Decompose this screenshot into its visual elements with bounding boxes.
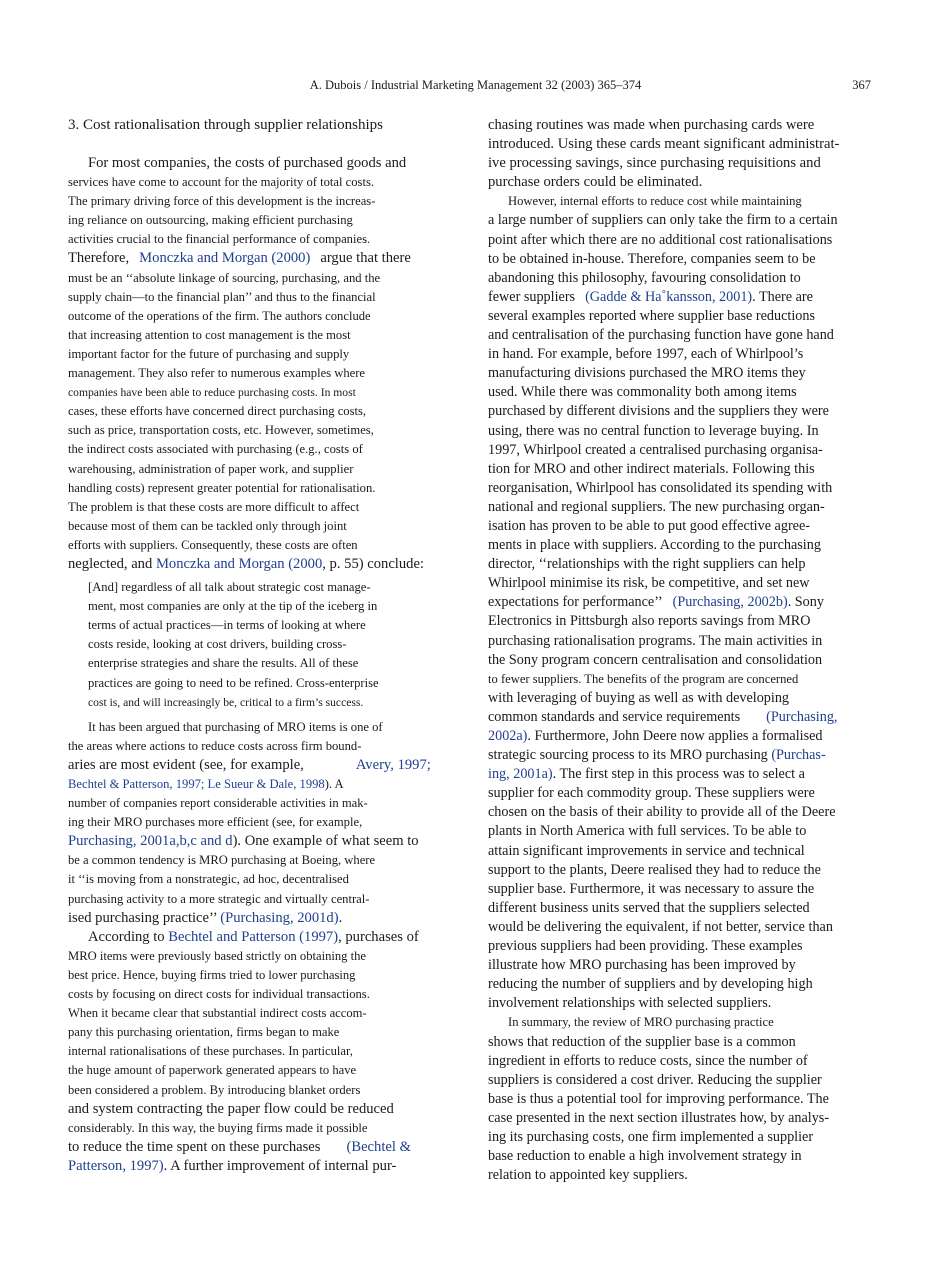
text-line: companies have been able to reduce purchasing costs. In most [68,386,356,400]
citation-link[interactable]: Purchasing, 2001a,b,c and d [68,833,233,850]
text-line: different business units served that the suppliers selected [488,899,810,916]
citation-link[interactable]: Monczka and Morgan (2000) [139,250,311,267]
text-line: ing their MRO purchases more efficient (see, for example, [68,815,363,830]
citation-link[interactable]: (Purchasing, 2002b) [672,594,788,611]
text-line: purchasing activity to a more strategic and virtually central- [68,891,370,906]
right-column [488,116,882,1185]
text-line: such as price, transportation costs, etc. However, sometimes, [68,423,374,438]
text-line: the indirect costs associated with purchasing (e.g., costs of [68,442,363,457]
citation-link[interactable]: Monczka and Morgan (2000 [155,555,323,572]
journal-citation: A. Dubois / Industrial Marketing Management 32 (2003) 365–374 [309,78,642,92]
paragraph-mro-items [68,718,458,928]
page-number: 367 [852,78,871,92]
text-line: ing reliance on outsourcing, making efficient purchasing [68,213,353,228]
text-line: tion for MRO and other indirect materials. Following this [488,460,815,477]
text-line: reorganisation, Whirlpool has consolidated its spending with [488,479,833,496]
citation-link[interactable]: (Gadde & Ha˚kansson, 2001) [585,288,753,305]
citation-link[interactable]: Bechtel and Patterson (1997) [168,928,339,945]
quote-line: costs reside, looking at cost drivers, building cross- [88,637,347,652]
text-line: common standards and service requirements (Purchasing, [488,708,838,725]
text-line: MRO items were previously based strictly on obtaining the [68,948,367,963]
text-line: abandoning this philosophy, favouring consolidation to [488,269,801,286]
text-line: fewer suppliers (Gadde & Ha˚kansson, 2001). There are [488,288,813,305]
text-line: to fewer suppliers. The benefits of the program are concerned [488,671,799,686]
citation-link[interactable]: Bechtel & Patterson, 1997; Le Sueur & Dale, 1998 [68,777,325,791]
text-line: must be an ‘‘absolute linkage of sourcing, purchasing, and the [68,270,381,285]
text-line: According to Bechtel and Patterson (1997), purchases of [88,928,419,945]
text-line: used. While there was commonality both among items [488,384,797,401]
citation-link[interactable]: ing, 2001a) [488,766,553,783]
text-line: with leveraging of buying as well as with developing [488,689,790,706]
text-line: management. They also refer to numerous examples where [68,366,366,381]
text-line: the areas where actions to reduce costs across firm bound- [68,738,362,753]
text-line: would be delivering the equivalent, if not better, service than [488,918,833,935]
text-line: support to the plants, Deere realised they had to reduce the [488,861,821,878]
text-line: several examples reported where supplier base reductions [488,307,815,324]
text-line: It has been argued that purchasing of MRO items is one of [88,719,383,734]
paragraph-purchasing-cards [488,116,882,192]
text-line: shows that reduction of the supplier base is a common [488,1033,796,1050]
text-line: ing, 2001a). The first step in this process was to select a [488,766,805,783]
text-line: chosen on the basis of their ability to provide all of the Deere [488,804,836,821]
text-line: Patterson, 1997). A further improvement of internal pur- [68,1157,397,1174]
text-line: When it became clear that substantial indirect costs accom- [68,1006,367,1021]
text-line: director, ‘‘relationships with the right suppliers can help [488,556,806,573]
text-line: ive processing savings, since purchasing requisitions and [488,155,821,172]
text-line: point after which there are no additional cost rationalisations [488,231,833,248]
text-line: In summary, the review of MRO purchasing practice [508,1015,774,1030]
text-line: it ‘‘is moving from a nonstrategic, ad hoc, decentralised [68,872,349,887]
text-line: purchasing rationalisation programs. The main activities in [488,632,823,649]
text-line: manufacturing divisions purchased the MRO items they [488,365,806,382]
text-line: been considered a problem. By introducing blanket orders [68,1082,361,1097]
paragraph-bechtel [68,928,458,1176]
quote-line: ment, most companies are only at the tip of the iceberg in [88,599,378,614]
quote-line: cost is, and will increasingly be, critical to a firm’s success. [88,695,364,709]
text-line: cases, these efforts have concerned direct purchasing costs, [68,404,367,419]
text-line: However, internal efforts to reduce cost while maintaining [508,194,802,209]
paragraph-cost-management [68,154,458,574]
text-line: important factor for the future of purchasing and supply [68,346,350,361]
quote-line: enterprise strategies and share the results. All of these [88,656,359,671]
text-line: attain significant improvements in service and technical [488,842,805,859]
text-line: The problem is that these costs are more difficult to affect [68,499,360,514]
text-line: to be obtained in-house. Therefore, companies seem to be [488,250,816,267]
text-line: efforts with suppliers. Consequently, these costs are often [68,537,358,552]
citation-link[interactable]: (Purchasing, [766,708,838,725]
text-line: reducing the number of suppliers and by developing high [488,976,813,993]
text-line: introduced. Using these cards meant significant administrat- [488,136,840,153]
text-line: a large number of suppliers can only take the firm to a certain [488,212,838,229]
text-line: strategic sourcing process to its MRO purchasing (Purchas- [488,747,826,764]
text-line: costs by focusing on direct costs for individual transactions. [68,987,370,1002]
text-line: expectations for performance’’ (Purchasing, 2002b). Sony [488,594,824,611]
paragraph-supplier-consolidation [488,192,882,1013]
text-line: be a common tendency is MRO purchasing at Boeing, where [68,853,376,868]
text-line: case presented in the next section illustrates how, by analys- [488,1109,830,1126]
text-line: Electronics in Pittsburgh also reports savings from MRO [488,613,811,630]
text-line: Purchasing, 2001a,b,c and d). One example of what seem to [68,833,419,850]
text-line: aries are most evident (see, for example, Avery, 1997; [68,756,431,773]
text-line: supplier base. Furthermore, it was necessary to assure the [488,880,815,897]
text-line: base is thus a potential tool for improving performance. The [488,1090,829,1107]
citation-link[interactable]: Avery, 1997; [355,756,431,773]
citation-link[interactable]: Patterson, 1997) [68,1157,164,1174]
text-line: Therefore, Monczka and Morgan (2000) argue that there [68,250,411,267]
text-line: warehousing, administration of paper work, and supplier [68,461,354,476]
citation-link[interactable]: (Purchas- [771,747,826,764]
text-line: ing its purchasing costs, one firm implemented a supplier [488,1128,814,1145]
text-line: previous suppliers had been providing. These examples [488,938,803,955]
text-line: internal rationalisations of these purchases. In particular, [68,1044,353,1059]
running-header [68,78,883,96]
left-column [68,116,458,1176]
text-line: handling costs) represent greater potential for rationalisation. [68,480,376,495]
text-line: base reduction to enable a high involvement strategy in [488,1148,802,1165]
text-line: purchase orders could be eliminated. [488,174,703,191]
text-line: and system contracting the paper flow could be reduced [68,1100,394,1117]
text-line: chasing routines was made when purchasing cards were [488,117,815,133]
paragraph-summary [488,1013,882,1185]
quote-line: practices are going to need to be refined. Cross-enterprise [88,675,379,690]
text-line: services have come to account for the majority of total costs. [68,175,374,190]
text-line: using, there was no central function to leverage buying. In [488,422,819,439]
text-line: suppliers is considered a cost driver. Reducing the supplier [488,1071,822,1088]
text-line: considerably. In this way, the buying firms made it possible [68,1120,368,1135]
block-quote [68,578,458,712]
text-line: illustrate how MRO purchasing has been improved by [488,957,796,974]
text-line: the Sony program concern centralisation and consolidation [488,651,823,668]
text-line: because most of them can be tackled only through joint [68,518,347,533]
quote-line: terms of actual practices—in terms of looking at where [88,618,366,633]
text-line: national and regional suppliers. The new purchasing organ- [488,498,825,515]
text-line: The primary driving force of this development is the increas- [68,194,376,209]
text-line: and centralisation of the purchasing function have gone hand [488,327,834,344]
text-line: 2002a). Furthermore, John Deere now applies a formalised [488,728,823,744]
text-line: the huge amount of paperwork generated appears to have [68,1063,357,1078]
text-line: isation has proven to be able to put good effective agree- [488,517,810,534]
text-line: supply chain—to the financial plan’’ and thus to the financial [68,289,376,304]
text-line: activities crucial to the financial performance of companies. [68,232,371,247]
text-line: ingredient in efforts to reduce costs, since the number of [488,1052,808,1069]
text-line: supplier for each commodity group. These suppliers were [488,785,815,802]
text-line: For most companies, the costs of purchased goods and [88,155,407,171]
text-line: Whirlpool minimise its risk, be competitive, and set new [488,575,810,592]
text-line: neglected, and Monczka and Morgan (2000, p. 55) conclude: [68,555,424,572]
text-line: 1997, Whirlpool created a centralised purchasing organisa- [488,441,823,458]
text-line: best price. Hence, buying firms tried to lower purchasing [68,967,356,982]
text-line: plants in North America with full services. To be able to [488,823,807,840]
text-line: ised purchasing practice’’ (Purchasing, 2001d). [68,909,343,926]
text-line: number of companies report considerable activities in mak- [68,796,368,811]
text-line: that increasing attention to cost management is the most [68,327,351,342]
citation-link[interactable]: 2002a) [488,728,528,744]
section-heading: 3. Cost rationalisation through supplier relationships [68,117,383,133]
text-line: to reduce the time spent on these purchases (Bechtel & [68,1138,411,1155]
text-line: in hand. For example, before 1997, each of Whirlpool’s [488,346,804,363]
text-line: pany this purchasing orientation, firms began to make [68,1025,340,1040]
text-line: ments in place with suppliers. According to the purchasing [488,537,821,554]
text-line: Bechtel & Patterson, 1997; Le Sueur & Dale, 1998). A [68,777,344,791]
quote-line: [And] regardless of all talk about strategic cost manage- [88,580,371,595]
text-line: involvement relationships with selected suppliers. [488,995,772,1012]
text-line: relation to appointed key suppliers. [488,1167,688,1184]
text-line: purchased by different divisions and the suppliers they were [488,403,829,420]
citation-link[interactable]: (Bechtel & [346,1138,411,1155]
text-line: outcome of the operations of the firm. The authors conclude [68,308,371,323]
citation-link[interactable]: (Purchasing, 2001d) [220,909,339,926]
